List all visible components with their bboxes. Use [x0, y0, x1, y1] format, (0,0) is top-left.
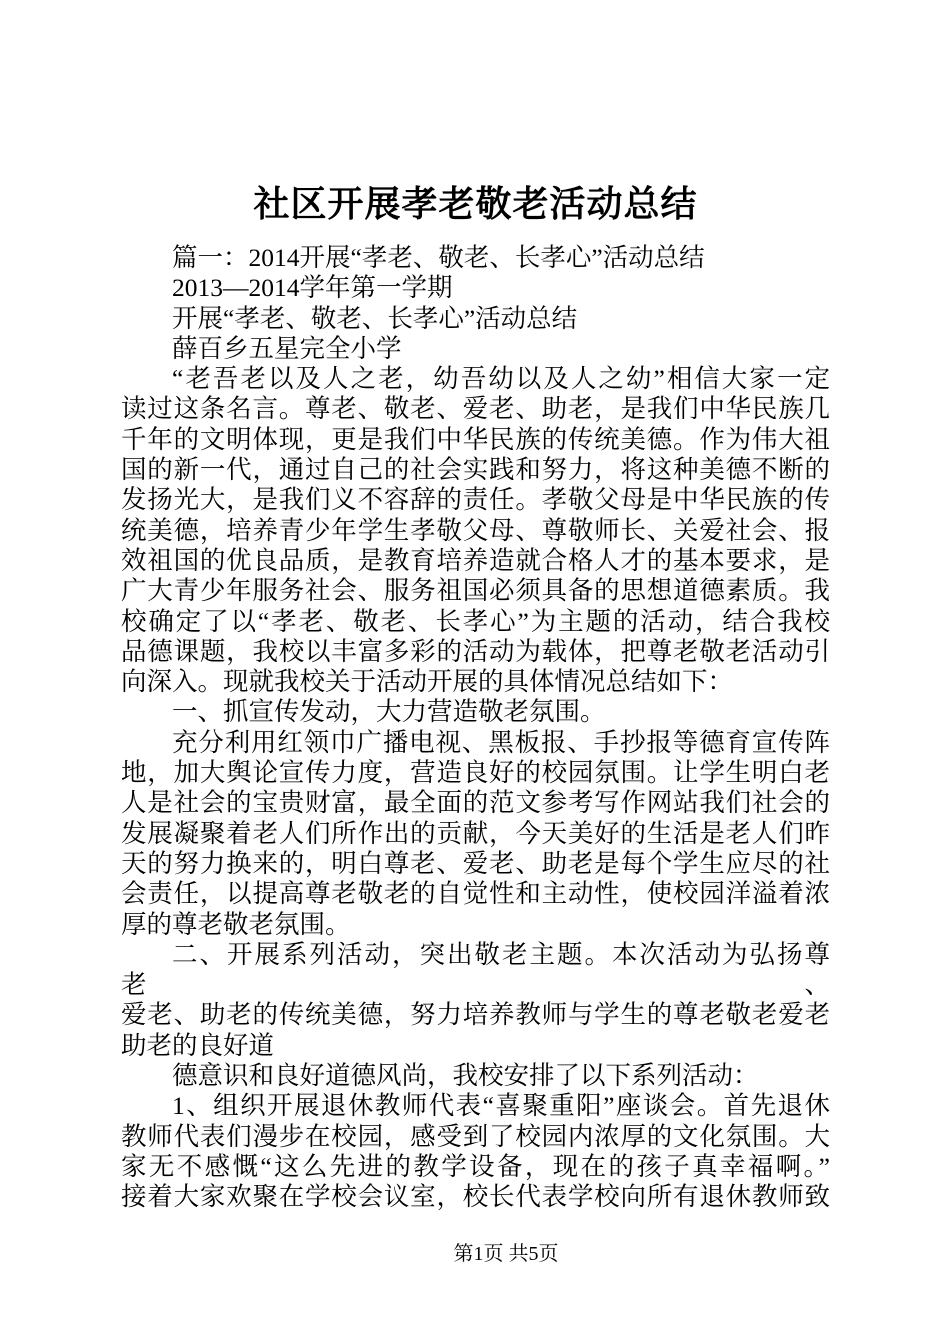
document-title: 社区开展孝老敬老活动总结	[253, 183, 698, 224]
text-line: 家无不感慨“这么先进的教学设备，现在的孩子真幸福啊。”	[121, 1151, 830, 1181]
text-line: 篇一：2014开展“孝老、敬老、长孝心”活动总结	[172, 243, 705, 272]
text-line: 国的新一代，通过自己的社会实践和努力，将这种美德不断的	[121, 455, 830, 485]
text-line: 二、开展系列活动，突出敬老主题。本次活动为弘扬尊老、	[121, 939, 830, 1000]
text-line: 广大青少年服务社会、服务祖国必须具备的思想道德素质。我	[121, 576, 830, 606]
text-line: 厚的尊老敬老氛围。	[121, 909, 351, 939]
text-line: 校确定了以“孝老、敬老、长孝心”为主题的活动，结合我校	[121, 606, 830, 636]
text-line: 品德课题，我校以丰富多彩的活动为载体，把尊老敬老活动引	[121, 636, 830, 666]
text-line: 效祖国的优良品质，是教育培养造就合格人才的基本要求，是	[121, 545, 830, 575]
text-line: 地，加大舆论宣传力度，营造良好的校园氛围。让学生明白老	[121, 758, 830, 788]
text-line: 教师代表们漫步在校园，感受到了校园内浓厚的文化氛围。大	[121, 1121, 830, 1151]
text-line: 助老的良好道	[121, 1030, 275, 1060]
text-line: 爱老、助老的传统美德，努力培养教师与学生的尊老敬老爱老	[121, 1000, 830, 1030]
text-line: 充分利用红领巾广播电视、黑板报、手抄报等德育宣传阵	[172, 727, 830, 757]
text-line: “老吾老以及人之老，幼吾幼以及人之幼”相信大家一定	[172, 364, 830, 394]
text-line: 读过这条名言。尊老、敬老、爱老、助老，是我们中华民族几	[121, 394, 830, 424]
text-line: 千年的文明体现，更是我们中华民族的传统美德。作为伟大祖	[121, 424, 830, 454]
document-body	[121, 243, 830, 1213]
text-line: 人是社会的宝贵财富，最全面的范文参考写作网站我们社会的	[121, 788, 830, 818]
text-line: 向深入。现就我校关于活动开展的具体情况总结如下：	[121, 667, 734, 697]
page-number-footer: 第1页 共5页	[453, 1243, 559, 1265]
text-line: 德意识和良好道德风尚，我校安排了以下系列活动：	[172, 1061, 759, 1091]
text-line: 统美德，培养青少年学生孝敬父母、尊敬师长、关爱社会、报	[121, 515, 830, 545]
text-line: 发扬光大，是我们义不容辞的责任。孝敬父母是中华民族的传	[121, 485, 830, 515]
text-line: 一、抓宣传发动，大力营造敬老氛围。	[172, 697, 606, 727]
text-line: 接着大家欢聚在学校会议室，校长代表学校向所有退休教师致	[121, 1182, 830, 1212]
text-line: 开展“孝老、敬老、长孝心”活动总结	[172, 303, 578, 333]
text-line: 2013—2014学年第一学期	[172, 273, 453, 303]
text-line: 会责任，以提高尊老敬老的自觉性和主动性，使校园洋溢着浓	[121, 879, 830, 909]
text-line: 发展凝聚着老人们所作出的贡献，今天美好的生活是老人们昨	[121, 818, 830, 848]
text-line: 天的努力换来的，明白尊老、爱老、助老是每个学生应尽的社	[121, 848, 830, 878]
text-line: 薛百乡五星完全小学	[172, 333, 402, 363]
text-line: 1、组织开展退休教师代表“喜聚重阳”座谈会。首先退休	[172, 1091, 830, 1121]
